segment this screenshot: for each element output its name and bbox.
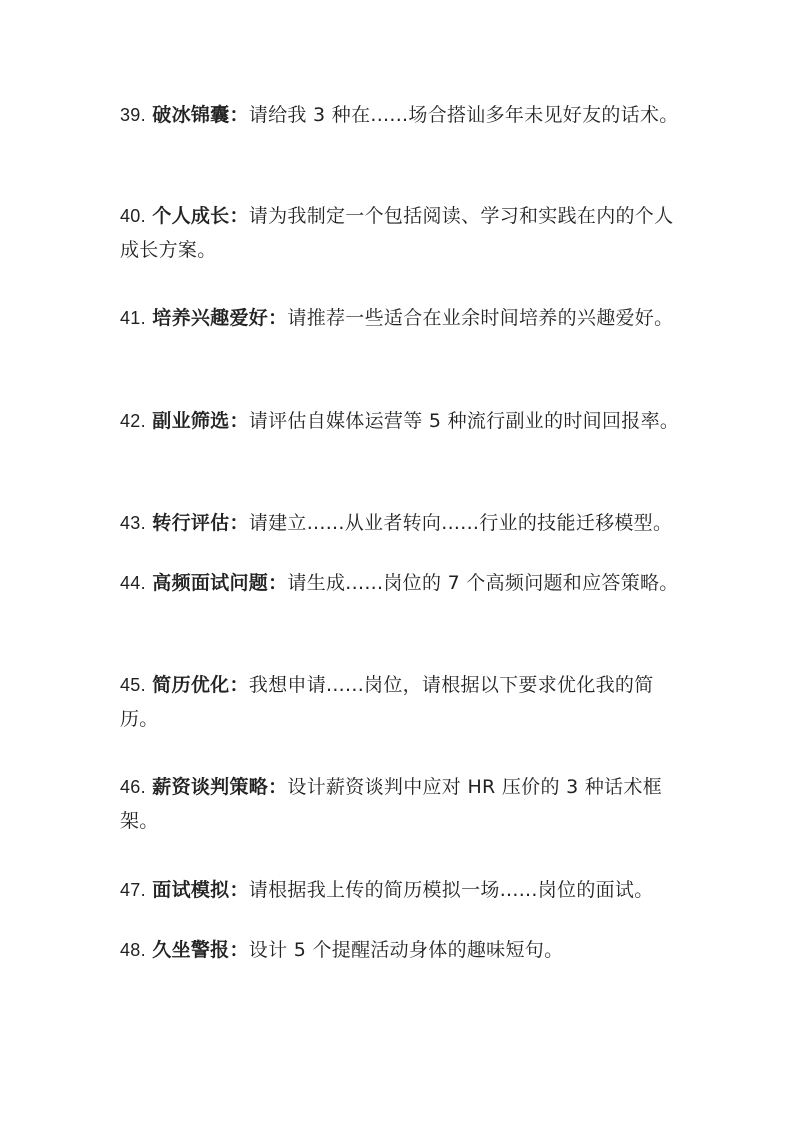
item-number: 42. xyxy=(120,411,146,431)
list-item xyxy=(120,770,690,838)
item-number: 41. xyxy=(120,308,146,328)
item-description: 请评估自媒体运营等 5 种流行副业的时间回报率。 xyxy=(248,410,680,432)
item-colon: ： xyxy=(268,572,288,594)
list-item xyxy=(120,98,690,132)
list-item xyxy=(120,933,720,967)
list-item xyxy=(120,873,720,907)
item-number: 43. xyxy=(120,513,146,533)
item-term: 转行评估 xyxy=(152,512,230,534)
item-number: 44. xyxy=(120,573,146,593)
item-colon: ： xyxy=(229,410,249,432)
item-number: 39. xyxy=(120,105,146,125)
item-term: 个人成长 xyxy=(152,205,230,227)
list-item xyxy=(120,506,720,540)
item-term: 简历优化 xyxy=(152,674,230,696)
item-description: 我想申请......岗位，请根据以下要求优化我的简历。 xyxy=(120,674,654,730)
item-term: 破冰锦囊 xyxy=(152,104,230,126)
item-colon: ： xyxy=(229,205,249,227)
item-term: 培养兴趣爱好 xyxy=(152,307,269,329)
item-term: 副业筛选 xyxy=(152,410,230,432)
item-term: 薪资谈判策略 xyxy=(152,776,269,798)
item-colon: ： xyxy=(229,674,249,696)
item-colon: ： xyxy=(229,104,249,126)
item-colon: ： xyxy=(268,776,288,798)
item-colon: ： xyxy=(229,512,249,534)
item-description: 请建立......从业者转向......行业的技能迁移模型。 xyxy=(248,512,673,534)
list-item xyxy=(120,566,690,600)
list-item xyxy=(120,668,690,736)
list-item xyxy=(120,404,690,438)
item-description: 请生成......岗位的 7 个高频问题和应答策略。 xyxy=(287,572,679,594)
item-number: 48. xyxy=(120,940,146,960)
item-number: 46. xyxy=(120,777,146,797)
item-number: 40. xyxy=(120,206,146,226)
item-term: 高频面试问题 xyxy=(152,572,269,594)
item-description: 设计薪资谈判中应对 HR 压价的 3 种话术框架。 xyxy=(120,776,663,832)
item-description: 请推荐一些适合在业余时间培养的兴趣爱好。 xyxy=(287,307,674,329)
item-number: 47. xyxy=(120,880,146,900)
item-term: 面试模拟 xyxy=(152,879,230,901)
item-description: 请根据我上传的简历模拟一场......岗位的面试。 xyxy=(248,879,654,901)
item-description: 请为我制定一个包括阅读、学习和实践在内的个人成长方案。 xyxy=(120,205,674,261)
item-colon: ： xyxy=(268,307,288,329)
item-colon: ： xyxy=(229,939,249,961)
item-colon: ： xyxy=(229,879,249,901)
item-term: 久坐警报 xyxy=(152,939,230,961)
list-item xyxy=(120,301,690,335)
item-description: 请给我 3 种在......场合搭讪多年未见好友的话术。 xyxy=(248,104,679,126)
item-number: 45. xyxy=(120,675,146,695)
item-description: 设计 5 个提醒活动身体的趣味短句。 xyxy=(248,939,564,961)
list-item xyxy=(120,199,690,267)
